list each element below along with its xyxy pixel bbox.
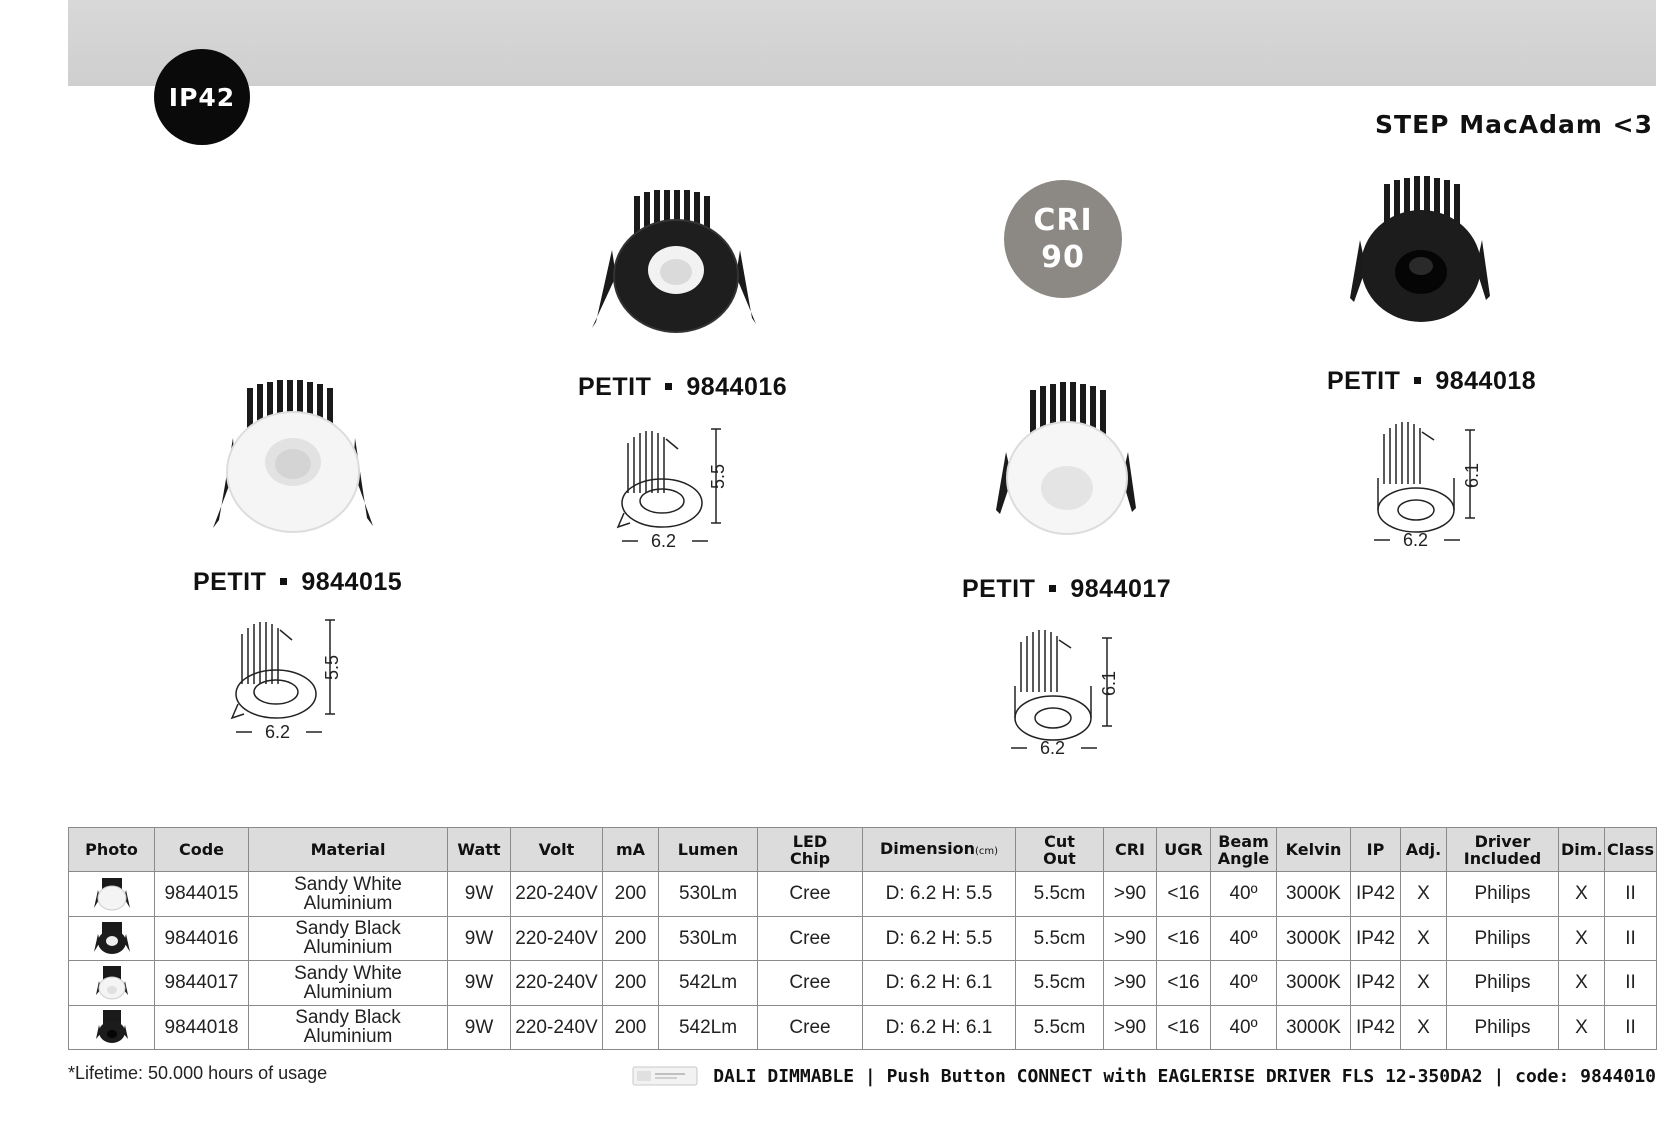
product-photo-white (205, 380, 385, 540)
code-cell: 9844017 (155, 961, 249, 1006)
ugr-cell: <16 (1157, 916, 1211, 961)
col-header-ip: IP (1351, 828, 1401, 872)
class-cell: II (1605, 961, 1657, 1006)
col-header-led-chip: LED Chip (758, 828, 863, 872)
volt-cell: 220-240V (511, 1005, 603, 1050)
product-title: PETIT 9844018 (1327, 367, 1537, 395)
watt-cell: 9W (448, 916, 511, 961)
code-cell: 9844016 (155, 916, 249, 961)
code-cell: 9844015 (155, 872, 249, 917)
cri-cell: >90 (1104, 961, 1157, 1006)
ma-cell: 200 (603, 872, 659, 917)
lumen-cell: 542Lm (659, 1005, 758, 1050)
class-cell: II (1605, 1005, 1657, 1050)
watt-cell: 9W (448, 1005, 511, 1050)
col-header-dim: Dim. (1559, 828, 1605, 872)
separator-square (1414, 377, 1421, 384)
col-header-lumen: Lumen (659, 828, 758, 872)
thumbnail-white-deep (92, 965, 132, 1001)
led-chip-cell: Cree (758, 961, 863, 1006)
material-cell: Sandy Black Aluminium (249, 916, 448, 961)
driver-description: DALI DIMMABLE | Push Button CONNECT with EAGLERISE DRIVER FLS 12-350DA2 | code: 9844010 (713, 1065, 1656, 1087)
driver-cell: Philips (1447, 961, 1559, 1006)
col-header-volt: Volt (511, 828, 603, 872)
driver-device-icon (631, 1063, 699, 1089)
dim-width-label: 6.2 (651, 531, 677, 551)
driver-cell: Philips (1447, 916, 1559, 961)
table-row (69, 1005, 1657, 1050)
led-chip-cell: Cree (758, 1005, 863, 1050)
cut-out-cell: 5.5cm (1016, 961, 1104, 1006)
lumen-cell: 542Lm (659, 961, 758, 1006)
class-cell: II (1605, 916, 1657, 961)
cri-cell: >90 (1104, 916, 1157, 961)
col-header-driver: Driver Included (1447, 828, 1559, 872)
ma-cell: 200 (603, 1005, 659, 1050)
dim-cell: X (1559, 916, 1605, 961)
dimension-drawing (1007, 626, 1127, 766)
cri-cell: >90 (1104, 872, 1157, 917)
photo-cell (69, 1005, 155, 1050)
dimension-drawing (230, 614, 350, 749)
beam-cell: 40º (1211, 916, 1277, 961)
step-macadam-label: STEP MacAdam <3 (1375, 110, 1653, 139)
cut-out-cell: 5.5cm (1016, 916, 1104, 961)
dim-width-label: 6.2 (265, 722, 291, 742)
separator-square (280, 578, 287, 585)
adj-cell: X (1401, 1005, 1447, 1050)
dimension-cell: D: 6.2 H: 6.1 (863, 961, 1016, 1006)
ip-cell: IP42 (1351, 1005, 1401, 1050)
cri-badge-value: 90 (1041, 240, 1085, 275)
dimension-cell: D: 6.2 H: 6.1 (863, 1005, 1016, 1050)
led-chip-cell: Cree (758, 872, 863, 917)
spec-table (68, 827, 1657, 1050)
dim-width-label: 6.2 (1040, 738, 1066, 758)
col-header-dimension: Dimension(cm) (863, 828, 1016, 872)
product-title: PETIT 9844016 (578, 373, 788, 401)
thumbnail-black-deep (92, 1009, 132, 1045)
header-band (68, 0, 1656, 86)
kelvin-cell: 3000K (1277, 1005, 1351, 1050)
col-header-class: Class (1605, 828, 1657, 872)
ma-cell: 200 (603, 961, 659, 1006)
beam-cell: 40º (1211, 1005, 1277, 1050)
col-header-cri: CRI (1104, 828, 1157, 872)
lumen-cell: 530Lm (659, 872, 758, 917)
separator-square (665, 383, 672, 390)
driver-cell: Philips (1447, 872, 1559, 917)
dimension-cell: D: 6.2 H: 5.5 (863, 872, 1016, 917)
dim-height-label: 5.5 (322, 654, 342, 680)
cri-cell: >90 (1104, 1005, 1157, 1050)
photo-cell (69, 961, 155, 1006)
dim-height-label: 6.1 (1462, 462, 1482, 488)
dimension-cell: D: 6.2 H: 5.5 (863, 916, 1016, 961)
photo-cell (69, 872, 155, 917)
beam-cell: 40º (1211, 872, 1277, 917)
ma-cell: 200 (603, 916, 659, 961)
col-header-code: Code (155, 828, 249, 872)
adj-cell: X (1401, 961, 1447, 1006)
kelvin-cell: 3000K (1277, 961, 1351, 1006)
cut-out-cell: 5.5cm (1016, 1005, 1104, 1050)
product-title: PETIT 9844015 (193, 568, 403, 596)
product-photo-white-deep (992, 382, 1142, 542)
material-cell: Sandy White Aluminium (249, 872, 448, 917)
separator-square (1049, 585, 1056, 592)
col-header-material: Material (249, 828, 448, 872)
volt-cell: 220-240V (511, 961, 603, 1006)
col-header-ma: mA (603, 828, 659, 872)
ip-cell: IP42 (1351, 961, 1401, 1006)
col-header-kelvin: Kelvin (1277, 828, 1351, 872)
lifetime-footnote: *Lifetime: 50.000 hours of usage (68, 1063, 328, 1083)
ip-cell: IP42 (1351, 872, 1401, 917)
col-header-ugr: UGR (1157, 828, 1211, 872)
ip-rating-text: IP42 (168, 82, 236, 112)
kelvin-cell: 3000K (1277, 872, 1351, 917)
watt-cell: 9W (448, 961, 511, 1006)
beam-cell: 40º (1211, 961, 1277, 1006)
dim-cell: X (1559, 1005, 1605, 1050)
cut-out-cell: 5.5cm (1016, 872, 1104, 917)
photo-cell (69, 916, 155, 961)
table-header-row (69, 828, 1657, 872)
col-header-adj: Adj. (1401, 828, 1447, 872)
thumbnail-black (92, 920, 132, 956)
col-header-watt: Watt (448, 828, 511, 872)
dimension-drawing (616, 423, 736, 558)
thumbnail-white (92, 876, 132, 912)
ip-rating-badge (154, 49, 250, 145)
ugr-cell: <16 (1157, 961, 1211, 1006)
col-header-photo: Photo (69, 828, 155, 872)
material-cell: Sandy White Aluminium (249, 961, 448, 1006)
led-chip-cell: Cree (758, 916, 863, 961)
col-header-beam-angle: Beam Angle (1211, 828, 1277, 872)
table-row (69, 961, 1657, 1006)
volt-cell: 220-240V (511, 916, 603, 961)
adj-cell: X (1401, 872, 1447, 917)
lumen-cell: 530Lm (659, 916, 758, 961)
dim-height-label: 6.1 (1099, 670, 1119, 696)
cri-badge-label: CRI (1033, 203, 1093, 238)
table-row (69, 872, 1657, 917)
kelvin-cell: 3000K (1277, 916, 1351, 961)
class-cell: II (1605, 872, 1657, 917)
ugr-cell: <16 (1157, 1005, 1211, 1050)
product-title: PETIT 9844017 (962, 575, 1172, 603)
cri-badge (1004, 180, 1122, 298)
dim-cell: X (1559, 872, 1605, 917)
driver-cell: Philips (1447, 1005, 1559, 1050)
dim-width-label: 6.2 (1403, 530, 1429, 550)
dimension-drawing (1370, 418, 1490, 558)
col-header-cut-out: Cut Out (1016, 828, 1104, 872)
driver-info (631, 1063, 1656, 1089)
dim-cell: X (1559, 961, 1605, 1006)
product-photo-black-deep (1346, 176, 1496, 336)
watt-cell: 9W (448, 872, 511, 917)
adj-cell: X (1401, 916, 1447, 961)
dim-height-label: 5.5 (708, 463, 728, 489)
material-cell: Sandy Black Aluminium (249, 1005, 448, 1050)
volt-cell: 220-240V (511, 872, 603, 917)
product-photo-black (590, 190, 760, 340)
table-row (69, 916, 1657, 961)
ugr-cell: <16 (1157, 872, 1211, 917)
ip-cell: IP42 (1351, 916, 1401, 961)
code-cell: 9844018 (155, 1005, 249, 1050)
